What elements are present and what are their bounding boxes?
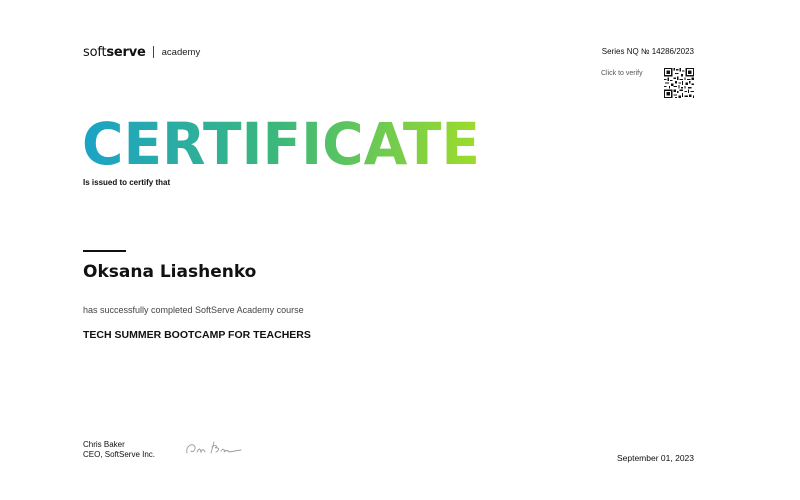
completion-text: has successfully completed SoftServe Academy course <box>83 305 304 315</box>
signer-title: CEO, SoftServe Inc. <box>83 450 156 459</box>
heading-text: CERTIFICATE <box>82 112 480 172</box>
logo-soft-text: soft <box>83 44 107 60</box>
issued-text: Is issued to certify that <box>83 178 171 187</box>
series-number: Series NQ № 14286/2023 <box>601 47 694 56</box>
name-divider <box>83 250 126 252</box>
signer-name: Chris Baker <box>83 440 125 449</box>
logo-serve-text: serve <box>106 44 146 60</box>
verify-link[interactable]: Click to verify <box>601 70 643 77</box>
issue-date: September 01, 2023 <box>616 453 694 463</box>
course-title: TECH SUMMER BOOTCAMP FOR TEACHERS <box>83 329 311 341</box>
certificate-heading <box>82 112 482 172</box>
signature-icon <box>183 438 243 458</box>
logo-divider <box>153 46 154 58</box>
qr-code-icon[interactable] <box>664 68 694 98</box>
softserve-academy-logo <box>83 44 200 60</box>
logo-academy-text: academy <box>161 46 201 58</box>
recipient-name: Oksana Liashenko <box>83 262 257 282</box>
